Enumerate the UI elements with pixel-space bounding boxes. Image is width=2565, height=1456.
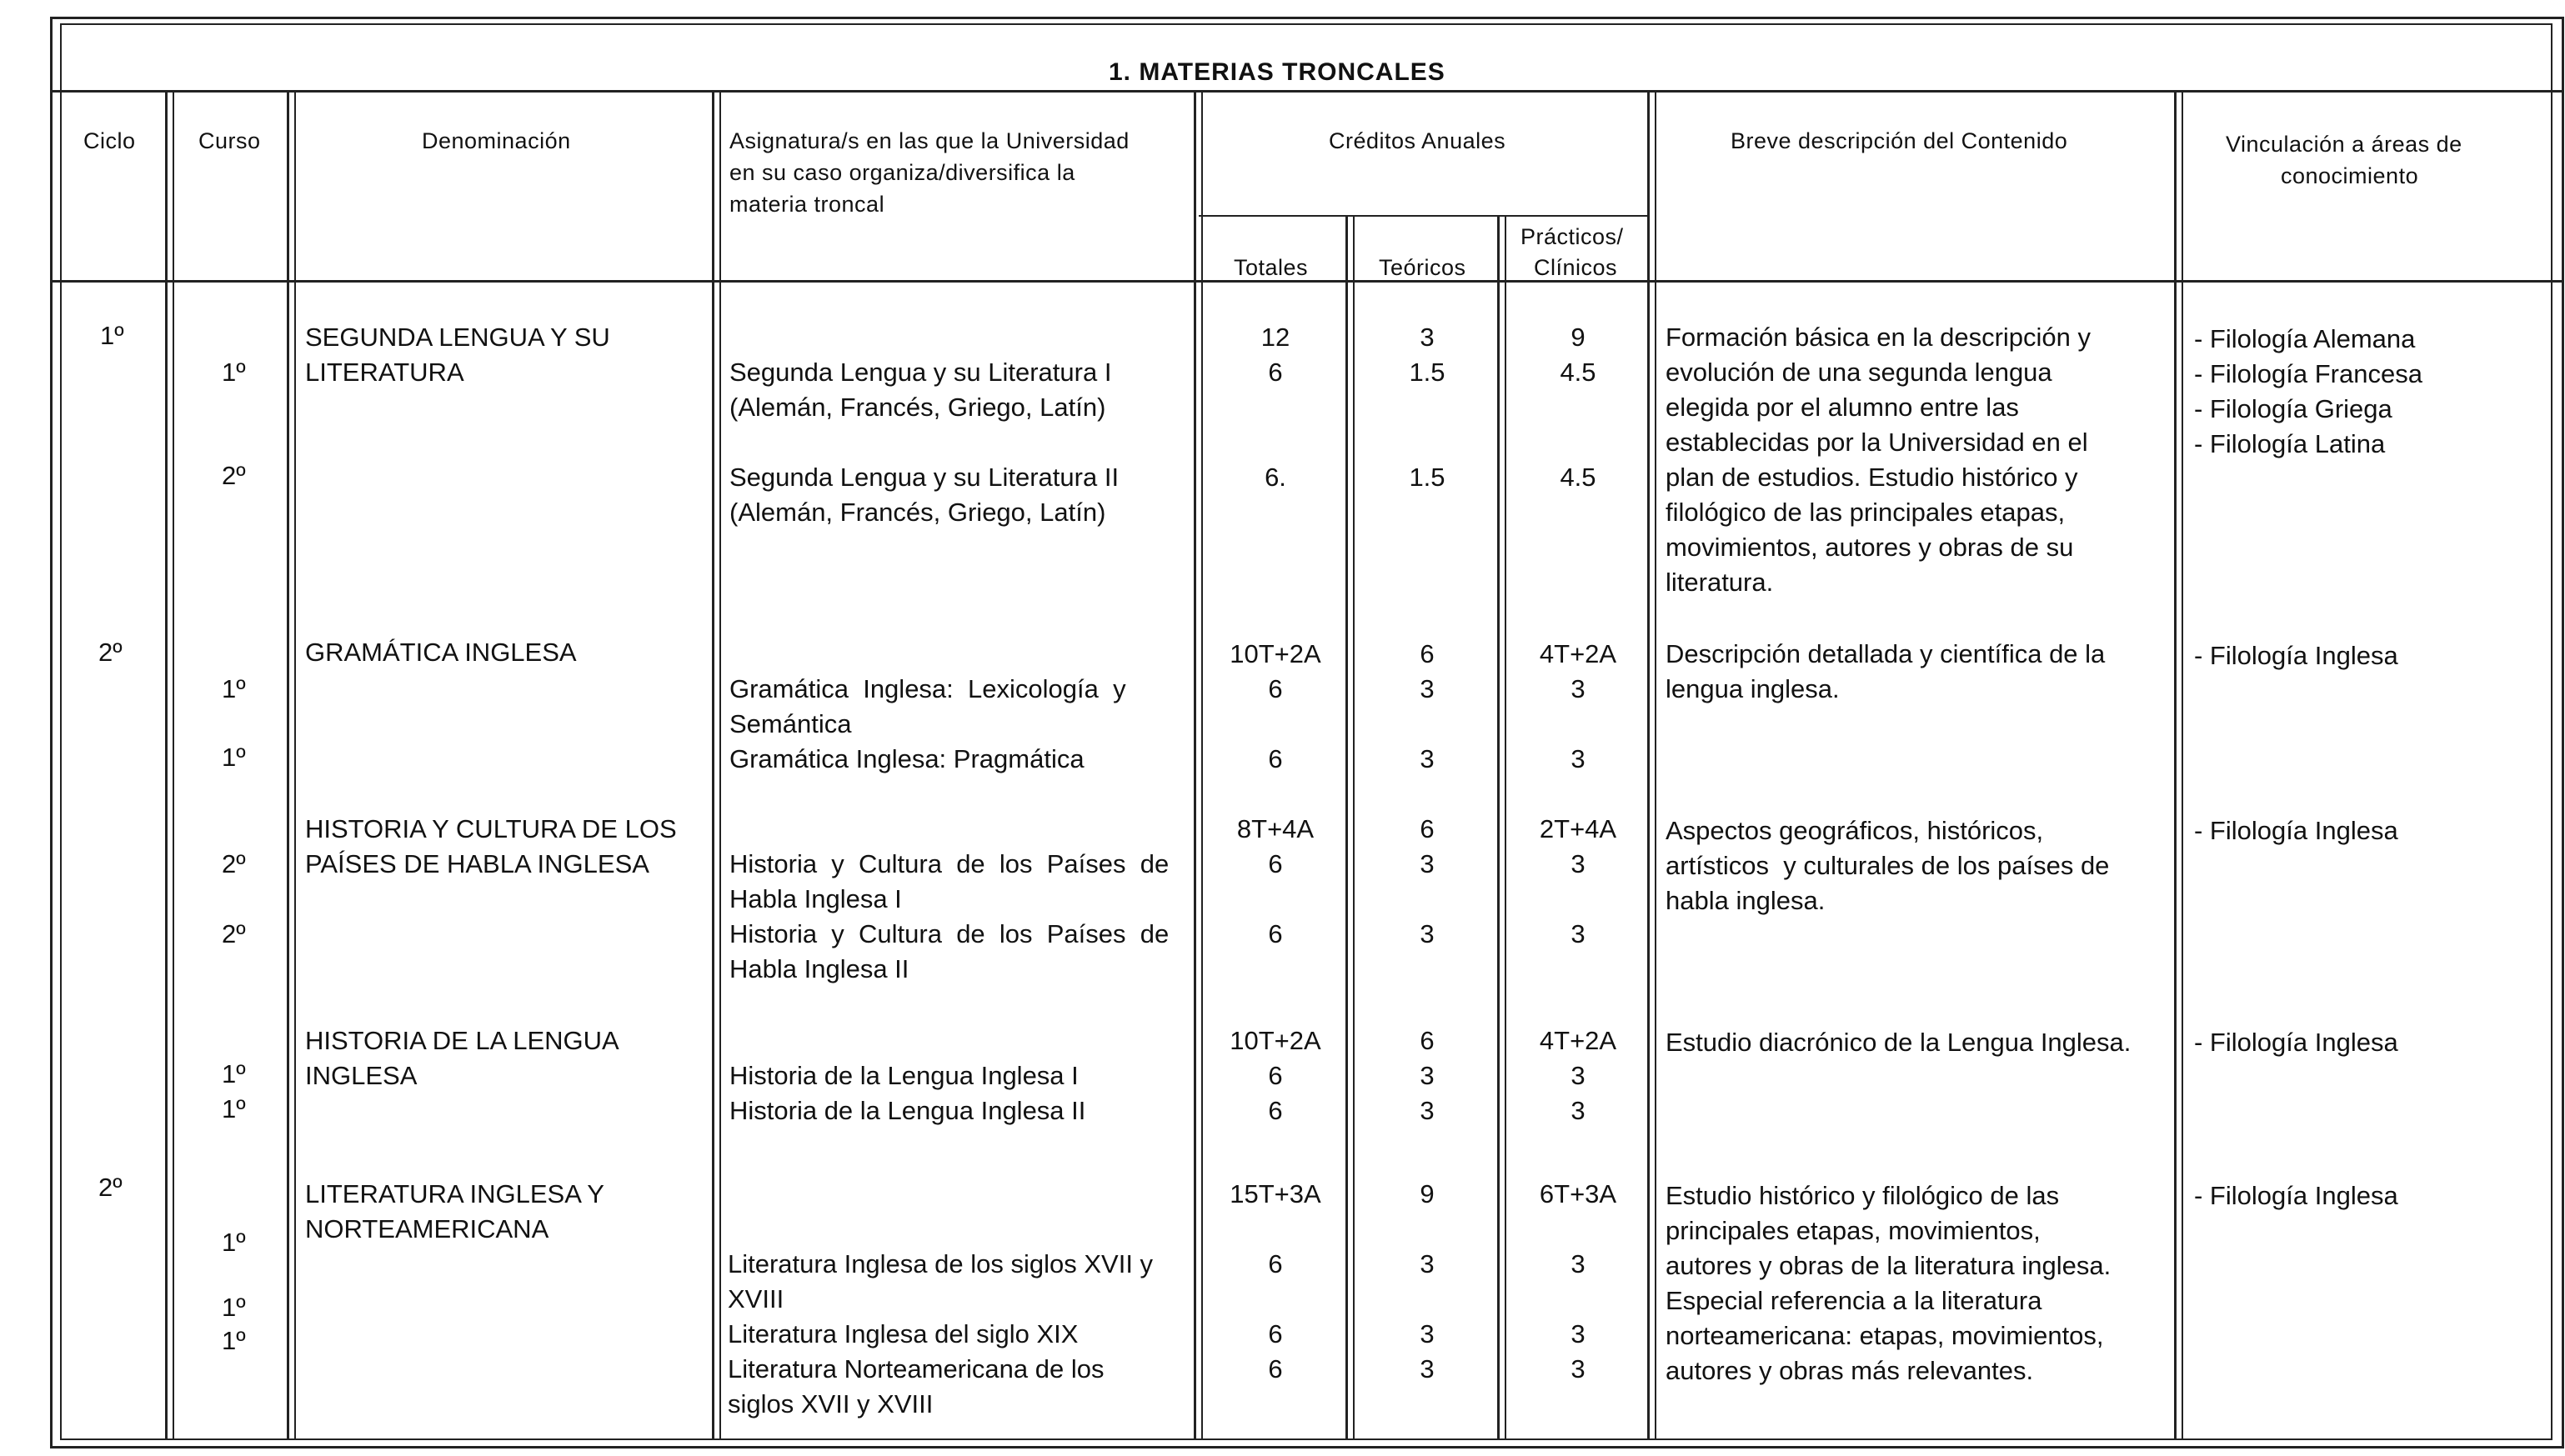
r5-area-1: - Filología Inglesa — [2194, 1181, 2398, 1210]
creditos-sub-rule — [1199, 215, 1649, 217]
header-practicos-line2: Clínicos — [1534, 255, 1618, 280]
r1-s2-practicos: 4.5 — [1560, 463, 1596, 492]
r3-totales: 8T+4A — [1236, 814, 1315, 843]
r2-s1-asig-line1: Gramática Inglesa: Lexicología y — [729, 674, 1126, 703]
r3-desc-line2: artísticos y culturales de los países de — [1666, 851, 2110, 880]
header-denominacion: Denominación — [422, 128, 571, 153]
r5-s2-teoricos: 3 — [1420, 1319, 1435, 1348]
header-vinculacion-line2: conocimiento — [2281, 163, 2419, 188]
r1-area-3: - Filología Griega — [2194, 394, 2392, 423]
r3-s2-teoricos: 3 — [1420, 919, 1435, 948]
r2-s1-practicos: 3 — [1571, 674, 1586, 703]
r5-denom-line1: LITERATURA INGLESA Y — [305, 1179, 604, 1208]
r5-s1-asig-line2: XVIII — [728, 1284, 784, 1313]
r1-desc-line2: evolución de una segunda lengua — [1666, 358, 2052, 387]
header-curso: Curso — [198, 128, 261, 153]
r4-s1-asig-line1: Historia de la Lengua Inglesa I — [729, 1061, 1079, 1090]
r1-s2-totales: 6. — [1265, 463, 1286, 492]
header-totales: Totales — [1234, 255, 1309, 280]
r3-s2-asig-line2: Habla Inglesa II — [729, 954, 909, 983]
r1-s2-asig-line1: Segunda Lengua y su Literatura II — [729, 463, 1120, 492]
r5-s3-curso: 1º — [222, 1326, 246, 1355]
r2-s1-asig-line2: Semántica — [729, 709, 852, 738]
r4-s2-asig-line1: Historia de la Lengua Inglesa II — [729, 1096, 1086, 1125]
col-divider-desc-b — [2182, 90, 2183, 1440]
r4-s2-curso: 1º — [222, 1094, 246, 1123]
r2-desc-line2: lengua inglesa. — [1666, 674, 1840, 703]
header-vinculacion-line1: Vinculación a áreas de — [2226, 132, 2462, 157]
r5-ciclo: 2º — [98, 1173, 123, 1202]
r1-desc-line5: plan de estudios. Estudio histórico y — [1666, 463, 2078, 492]
r1-desc-line7: movimientos, autores y obras de su — [1666, 533, 2074, 562]
r1-area-4: - Filología Latina — [2194, 429, 2386, 458]
r3-s2-practicos: 3 — [1571, 919, 1586, 948]
r3-s2-totales: 6 — [1268, 919, 1283, 948]
r4-s1-curso: 1º — [222, 1059, 246, 1088]
r2-area-1: - Filología Inglesa — [2194, 641, 2398, 670]
r1-s2-teoricos: 1.5 — [1409, 463, 1445, 492]
col-divider-asig — [1194, 90, 1196, 1440]
r2-s2-curso: 1º — [222, 743, 246, 772]
r3-s1-practicos: 3 — [1571, 849, 1586, 878]
r5-desc-line2: principales etapas, movimientos, — [1666, 1216, 2041, 1245]
r1-desc-line4: establecidas por la Universidad en el — [1666, 428, 2088, 457]
r2-s1-teoricos: 3 — [1420, 674, 1435, 703]
r5-s3-totales: 6 — [1268, 1354, 1283, 1383]
r1-ciclo: 1º — [100, 321, 124, 350]
r2-s2-totales: 6 — [1268, 744, 1283, 773]
header-ciclo: Ciclo — [83, 128, 136, 153]
col-divider-curso-b — [294, 90, 296, 1440]
r5-denom-line2: NORTEAMERICANA — [305, 1214, 549, 1243]
r1-denom-line2: LITERATURA — [305, 358, 464, 387]
r3-teoricos: 6 — [1420, 814, 1435, 843]
r5-s2-totales: 6 — [1268, 1319, 1283, 1348]
r5-s1-curso: 1º — [222, 1228, 246, 1257]
r1-s1-totales: 6 — [1268, 358, 1283, 387]
col-divider-denom-b — [719, 90, 721, 1440]
r5-desc-line1: Estudio histórico y filológico de las — [1666, 1181, 2060, 1210]
col-divider-teoricos-b — [1505, 215, 1506, 1440]
col-divider-curso — [287, 90, 289, 1440]
r3-s1-totales: 6 — [1268, 849, 1283, 878]
r1-s1-teoricos: 1.5 — [1409, 358, 1445, 387]
r4-teoricos: 6 — [1420, 1026, 1435, 1055]
r5-desc-line5: norteamericana: etapas, movimientos, — [1666, 1321, 2104, 1350]
r2-s2-practicos: 3 — [1571, 744, 1586, 773]
r3-s1-asig-line1: Historia y Cultura de los Países de — [729, 849, 1170, 878]
r5-s1-totales: 6 — [1268, 1249, 1283, 1278]
col-divider-creditos-b — [1655, 90, 1656, 1440]
r4-s2-totales: 6 — [1268, 1096, 1283, 1125]
col-divider-denom — [712, 90, 714, 1440]
r4-desc-line1: Estudio diacrónico de la Lengua Inglesa. — [1666, 1028, 2132, 1057]
r2-teoricos: 6 — [1420, 639, 1435, 668]
r3-s2-asig-line1: Historia y Cultura de los Países de — [729, 919, 1170, 948]
r3-s1-teoricos: 3 — [1420, 849, 1435, 878]
r5-s3-teoricos: 3 — [1420, 1354, 1435, 1383]
col-divider-asig-b — [1201, 90, 1203, 1440]
r3-s1-asig-line2: Habla Inglesa I — [729, 884, 902, 913]
r5-desc-line6: autores y obras más relevantes. — [1666, 1356, 2034, 1385]
table-title: 1. MATERIAS TRONCALES — [1109, 58, 1445, 86]
r4-practicos: 4T+2A — [1539, 1026, 1617, 1055]
r1-denom-line1: SEGUNDA LENGUA Y SU — [305, 323, 610, 352]
r1-totales: 12 — [1260, 323, 1290, 352]
r2-s2-asig-line1: Gramática Inglesa: Pragmática — [729, 744, 1085, 773]
r5-desc-line3: autores y obras de la literatura inglesa. — [1666, 1251, 2112, 1280]
header-practicos-line1: Prácticos/ — [1520, 224, 1624, 249]
r5-s3-asig-line2: siglos XVII y XVIII — [728, 1389, 934, 1418]
r1-area-2: - Filología Francesa — [2194, 359, 2422, 388]
header-top-rule — [52, 90, 2562, 93]
r3-area-1: - Filología Inglesa — [2194, 816, 2398, 845]
r3-s1-curso: 2º — [222, 849, 246, 878]
r1-desc-line1: Formación básica en la descripción y — [1666, 323, 2092, 352]
r1-teoricos: 3 — [1420, 323, 1435, 352]
r4-s1-totales: 6 — [1268, 1061, 1283, 1090]
r1-s1-asig-line2: (Alemán, Francés, Griego, Latín) — [729, 393, 1106, 422]
col-divider-ciclo-b — [173, 90, 174, 1440]
r4-s1-practicos: 3 — [1571, 1061, 1586, 1090]
r2-ciclo: 2º — [98, 638, 123, 667]
r5-s3-practicos: 3 — [1571, 1354, 1586, 1383]
r3-desc-line3: habla inglesa. — [1666, 886, 1826, 915]
r4-denom-line2: INGLESA — [305, 1061, 418, 1090]
r5-s2-curso: 1º — [222, 1293, 246, 1322]
header-asignaturas-line1: Asignatura/s en las que la Universidad — [729, 128, 1130, 153]
r5-teoricos: 9 — [1420, 1179, 1435, 1208]
r5-s2-practicos: 3 — [1571, 1319, 1586, 1348]
r5-s2-asig-line1: Literatura Inglesa del siglo XIX — [728, 1319, 1079, 1348]
r3-denom-line1: HISTORIA Y CULTURA DE LOS — [305, 814, 677, 843]
r1-s1-practicos: 4.5 — [1560, 358, 1596, 387]
r1-desc-line3: elegida por el alumno entre las — [1666, 393, 2019, 422]
r2-denom-line1: GRAMÁTICA INGLESA — [305, 638, 577, 667]
r5-practicos: 6T+3A — [1539, 1179, 1617, 1208]
r2-desc-line1: Descripción detallada y científica de la — [1666, 639, 2106, 668]
col-divider-ciclo — [165, 90, 168, 1440]
header-teoricos: Teóricos — [1379, 255, 1466, 280]
r1-area-1: - Filología Alemana — [2194, 324, 2416, 353]
header-asignaturas-line3: materia troncal — [729, 192, 885, 217]
header-creditos: Créditos Anuales — [1329, 128, 1506, 153]
r4-area-1: - Filología Inglesa — [2194, 1028, 2398, 1057]
r4-totales: 10T+2A — [1230, 1026, 1321, 1055]
r5-s1-practicos: 3 — [1571, 1249, 1586, 1278]
r5-totales: 15T+3A — [1230, 1179, 1321, 1208]
r4-denom-line1: HISTORIA DE LA LENGUA — [305, 1026, 619, 1055]
r3-desc-line1: Aspectos geográficos, históricos, — [1666, 816, 2044, 845]
r1-s2-curso: 2º — [222, 461, 246, 490]
header-descripcion: Breve descripción del Contenido — [1731, 128, 2068, 153]
r2-totales: 10T+2A — [1230, 639, 1321, 668]
r4-s1-teoricos: 3 — [1420, 1061, 1435, 1090]
r2-s1-totales: 6 — [1268, 674, 1283, 703]
r5-s1-teoricos: 3 — [1420, 1249, 1435, 1278]
r3-practicos: 2T+4A — [1539, 814, 1617, 843]
r1-s1-asig-line1: Segunda Lengua y su Literatura I — [729, 358, 1112, 387]
col-divider-totales-b — [1353, 215, 1355, 1440]
r1-s1-curso: 1º — [222, 358, 246, 387]
r1-desc-line8: literatura. — [1666, 568, 1774, 597]
r2-practicos: 4T+2A — [1539, 639, 1617, 668]
r3-s2-curso: 2º — [222, 919, 246, 948]
header-asignaturas-line2: en su caso organiza/diversifica la — [729, 160, 1075, 185]
r4-s2-teoricos: 3 — [1420, 1096, 1435, 1125]
r3-denom-line2: PAÍSES DE HABLA INGLESA — [305, 849, 649, 878]
r4-s2-practicos: 3 — [1571, 1096, 1586, 1125]
r5-desc-line4: Especial referencia a la literatura — [1666, 1286, 2042, 1315]
r2-s1-curso: 1º — [222, 674, 246, 703]
r1-s2-asig-line2: (Alemán, Francés, Griego, Latín) — [729, 498, 1106, 527]
r5-s1-asig-line1: Literatura Inglesa de los siglos XVII y — [728, 1249, 1154, 1278]
r2-s2-teoricos: 3 — [1420, 744, 1435, 773]
col-divider-desc — [2174, 90, 2177, 1440]
r5-s3-asig-line1: Literatura Norteamericana de los — [728, 1354, 1105, 1383]
r1-desc-line6: filológico de las principales etapas, — [1666, 498, 2066, 527]
r1-practicos: 9 — [1571, 323, 1586, 352]
